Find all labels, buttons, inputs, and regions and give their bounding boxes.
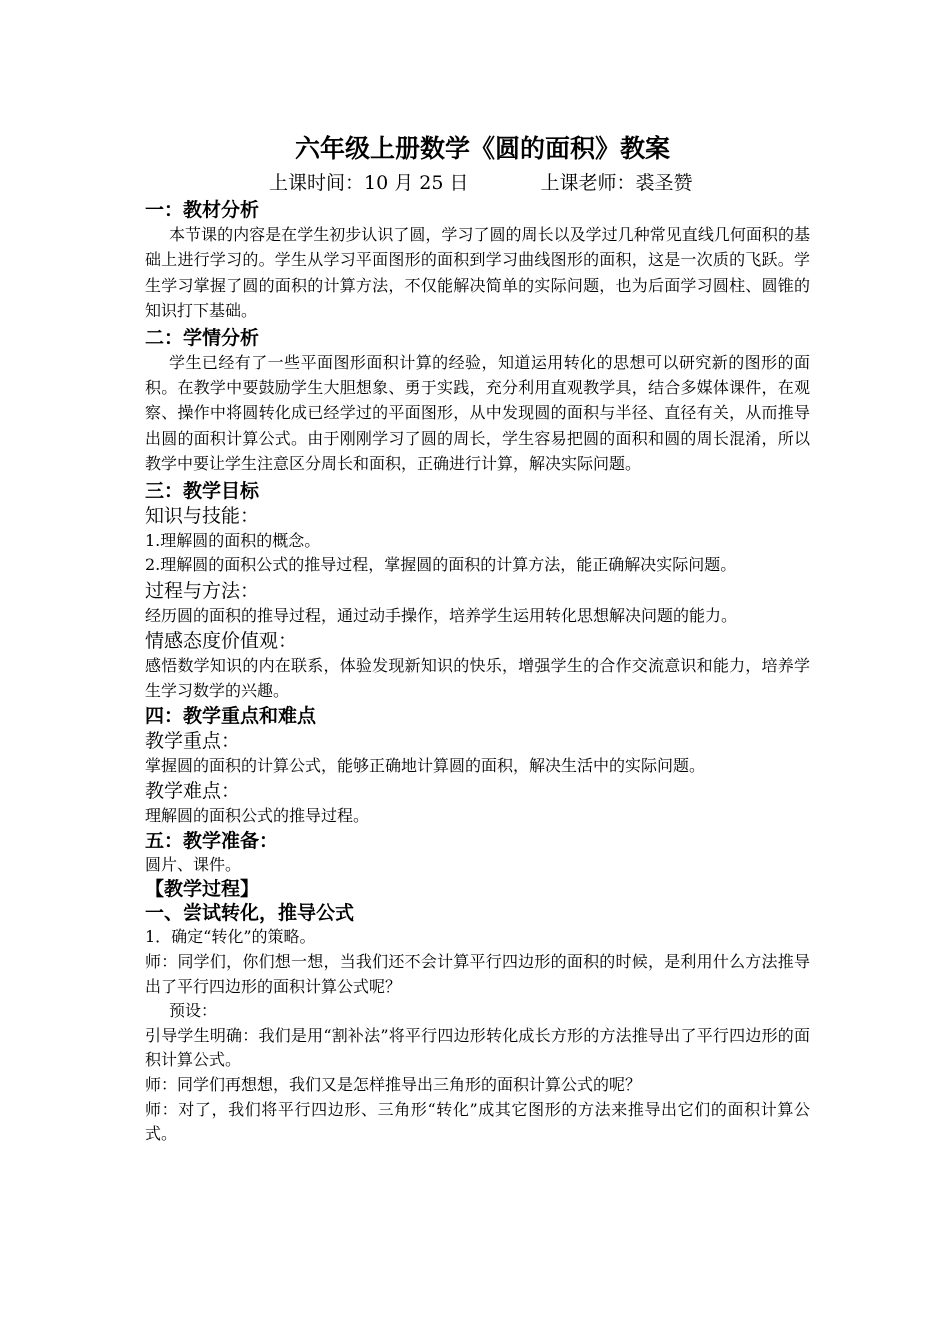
document-title: 六年级上册数学《圆的面积》教案 — [294, 134, 670, 163]
preset-label: 预设： — [169, 1001, 218, 1021]
textbook-analysis-paragraph: 本节课的内容是在学生初步认识了圆，学习了圆的周长以及学过几种常见直线几何面积的基础上进行学习的。学生从学习平面图形的面积到学习曲线图形的面积，这是一次质的飞跃。学生学习掌握了圆的面积的计算方法，不仅能解决简单的实际问题，也为后面学习圆柱、圆锥的知识打下基础。 — [145, 225, 810, 321]
section-heading-teaching-process: 【教学过程】 — [145, 878, 260, 901]
goal-emotion-paragraph: 感悟数学知识的内在联系，体验发现新知识的快乐，增强学生的合作交流意识和能力，培养学生学习数学的兴趣。 — [145, 656, 810, 701]
goal-subheading-process: 过程与方法： — [145, 579, 260, 602]
goal-process-paragraph: 经历圆的面积的推导过程，通过动手操作，培养学生运用转化思想解决问题的能力。 — [145, 605, 738, 625]
teacher-summary: 师：对了，我们将平行四边形、三角形“转化”成其它图形的方法来推导出它们的面积计算公式。 — [145, 1099, 810, 1144]
lesson-time: 上课时间：10 月 25 日 — [269, 172, 469, 194]
step-item-1: 1．确定“转化”的策略。 — [145, 927, 316, 947]
goal-item-2: 2.理解圆的面积公式的推导过程，掌握圆的面积的计算方法，能正确解决实际问题。 — [145, 555, 737, 575]
section-heading-teaching-goals: 三：教学目标 — [145, 479, 260, 502]
key-point-paragraph: 掌握圆的面积的计算公式，能够正确地计算圆的面积，解决生活中的实际问题。 — [145, 755, 706, 775]
preparation-paragraph: 圆片、课件。 — [145, 854, 242, 874]
goal-subheading-knowledge: 知识与技能： — [145, 504, 260, 527]
goal-item-1: 1.理解圆的面积的概念。 — [145, 530, 321, 550]
lesson-teacher: 上课老师：裘圣赞 — [540, 172, 693, 194]
section-heading-textbook-analysis: 一：教材分析 — [145, 199, 260, 221]
teacher-question-2: 师：同学们再想想，我们又是怎样推导出三角形的面积计算公式的呢？ — [145, 1074, 642, 1094]
goal-subheading-emotion: 情感态度价值观： — [145, 630, 298, 653]
difficulty-subheading: 教学难点： — [145, 780, 241, 803]
key-point-subheading: 教学重点： — [145, 729, 241, 752]
document-page — [145, 130, 810, 1147]
section-heading-preparation: 五：教学准备： — [145, 829, 279, 852]
section-heading-key-points: 四：教学重点和难点 — [145, 704, 317, 727]
section-heading-student-analysis: 二：学情分析 — [145, 326, 260, 349]
difficulty-paragraph: 理解圆的面积公式的推导过程。 — [145, 806, 370, 826]
guidance-paragraph: 引导学生明确：我们是用“割补法”将平行四边形转化成长方形的方法推导出了平行四边形的面积计算公式。 — [145, 1025, 810, 1070]
step-heading-1: 一、尝试转化，推导公式 — [145, 902, 355, 925]
lesson-meta — [145, 168, 810, 198]
student-analysis-paragraph: 学生已经有了一些平面图形面积计算的经验，知道运用转化的思想可以研究新的图形的面积。在教学中要鼓励学生大胆想象、勇于实践，充分利用直观教学具，结合多媒体课件，在观察、操作中将圆转化成已经学过的平面图形，从中发现圆的面积与半径、直径有关，从而推导出圆的面积计算公式。由于刚刚学习了圆的周长，学生容易把圆的面积和圆的周长混淆，所以教学中要让学生注意区分周长和面积，正确进行计算，解决实际问题。 — [145, 352, 810, 474]
teacher-question-1: 师：同学们，你们想一想，当我们还不会计算平行四边形的面积的时候，是利用什么方法推导出了平行四边形的面积计算公式呢？ — [145, 952, 810, 996]
